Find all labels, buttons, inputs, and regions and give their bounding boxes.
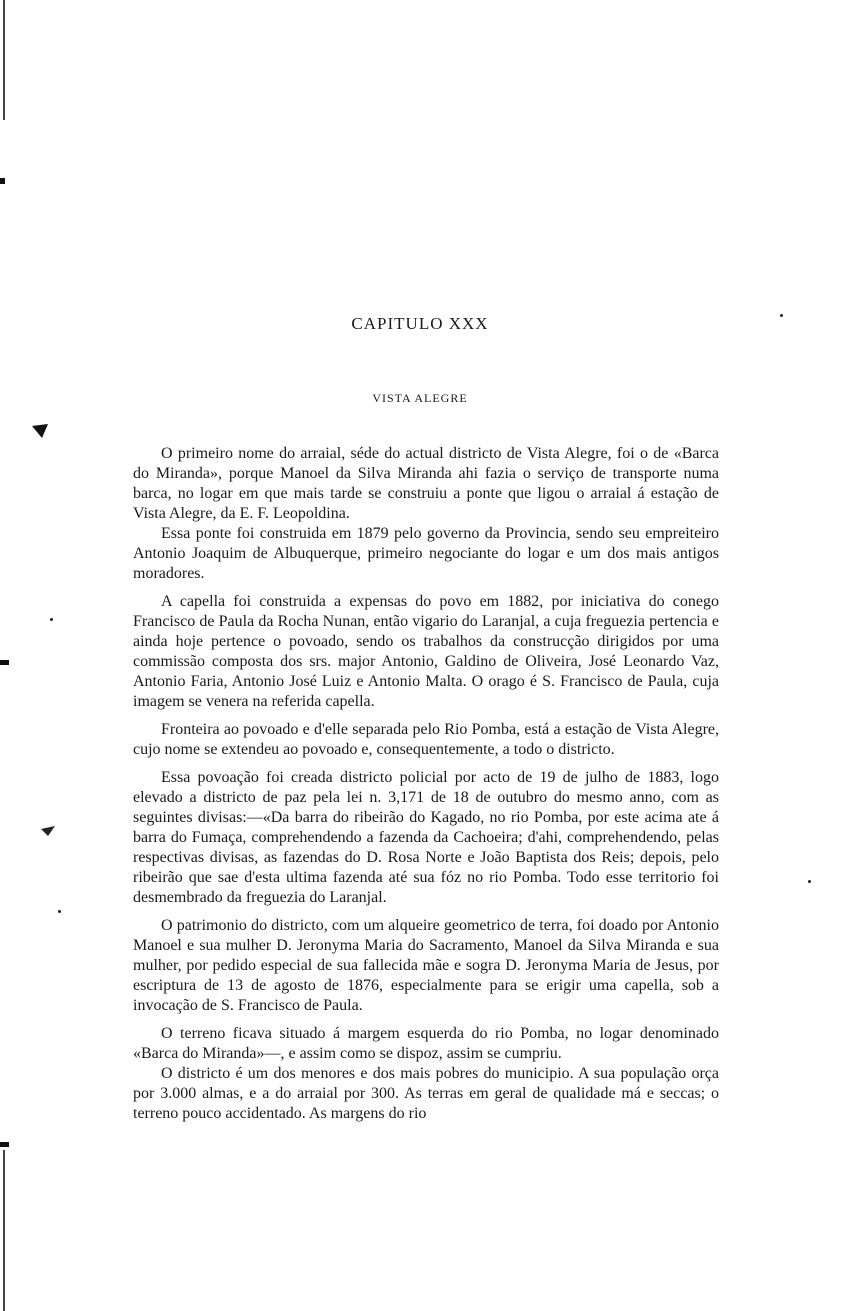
paragraph: O districto é um dos menores e dos mais pobres do municipio. A sua população orça por 3.000 almas, e a do arraial por 300. As terras em geral de qualidade má e seccas; o terreno pouco accidentado. As margens do rio [133, 1065, 719, 1122]
section-title: VISTA ALEGRE [372, 391, 468, 405]
body-text [133, 444, 719, 1124]
left-edge-mark [0, 1142, 9, 1147]
paragraph: O primeiro nome do arraial, séde do actual districto de Vista Alegre, foi o de «Barca do Miranda», porque Manoel da Silva Miranda ahi fazia o serviço de transporte numa barca, no logar em que mais tarde se construiu a ponte que ligou o arraial á estação de Vista Alegre, da E. F. Leopoldina. [133, 445, 719, 522]
margin-dot [808, 880, 811, 883]
paragraph: Essa povoação foi creada districto policial por acto de 19 de julho de 1883, logo elevado a districto de paz pela lei n. 3,171 de 18 de outubro do mesmo anno, com as seguintes divisas:—«Da barra do ribeirão do Kagado, no rio Pomba, por este acima ate á barra do Fumaça, comprehendendo a fazenda da Cachoeira; d'ahi, comprehendendo, pelas respectivas divisas, as fazendas do D. Rosa Norte e João Baptista dos Reis; depois, pelo ribeirão que sae d'esta ultima fazenda até sua fóz no rio Pomba. Todo esse territorio foi desmembrado da freguezia do Laranjal. [133, 769, 719, 906]
left-edge-mark [0, 178, 5, 184]
left-edge-line [3, 0, 5, 120]
margin-mark-icon [30, 418, 52, 440]
chapter-title: CAPITULO XXX [351, 314, 489, 333]
margin-mark-icon [40, 825, 56, 837]
margin-dot [58, 910, 61, 913]
left-edge-line [3, 1150, 5, 1311]
margin-dot [50, 618, 53, 621]
paragraph: A capella foi construida a expensas do povo em 1882, por iniciativa do conego Francisco de Paula da Rocha Nunan, então vigario do Laranjal, a cuja freguezia pertencia e ainda hoje pertence o povoado, sendo os trabalhos da construcção dirigidos por uma commissão composta dos srs. major Antonio, Galdino de Oliveira, José Leonardo Vaz, Antonio Faria, Antonio José Luiz e Antonio Malta. O orago é S. Francisco de Paula, cuja imagem se venera na referida capella. [133, 593, 719, 710]
paragraph: Fronteira ao povoado e d'elle separada pelo Rio Pomba, está a estação de Vista Alegre, cujo nome se extendeu ao povoado e, consequentemente, a todo o districto. [133, 721, 719, 758]
left-edge-mark [0, 660, 9, 665]
paragraph: Essa ponte foi construida em 1879 pelo governo da Provincia, sendo seu empreiteiro Antonio Joaquim de Albuquerque, primeiro negociante do logar e um dos mais antigos moradores. [133, 525, 719, 582]
paragraph: O patrimonio do districto, com um alqueire geometrico de terra, foi doado por Antonio Manoel e sua mulher D. Jeronyma Maria do Sacramento, Manoel da Silva Miranda e sua mulher, por pedido especial de sua fallecida mãe e sogra D. Jeronyma Maria de Jesus, por escriptura de 13 de agosto de 1876, especialmente para se erigir uma capella, sob a invocação de S. Francisco de Paula. [133, 917, 719, 1014]
paragraph: O terreno ficava situado á margem esquerda do rio Pomba, no logar denominado «Barca do Miranda»—, e assim como se dispoz, assim se cumpriu. [133, 1025, 719, 1062]
